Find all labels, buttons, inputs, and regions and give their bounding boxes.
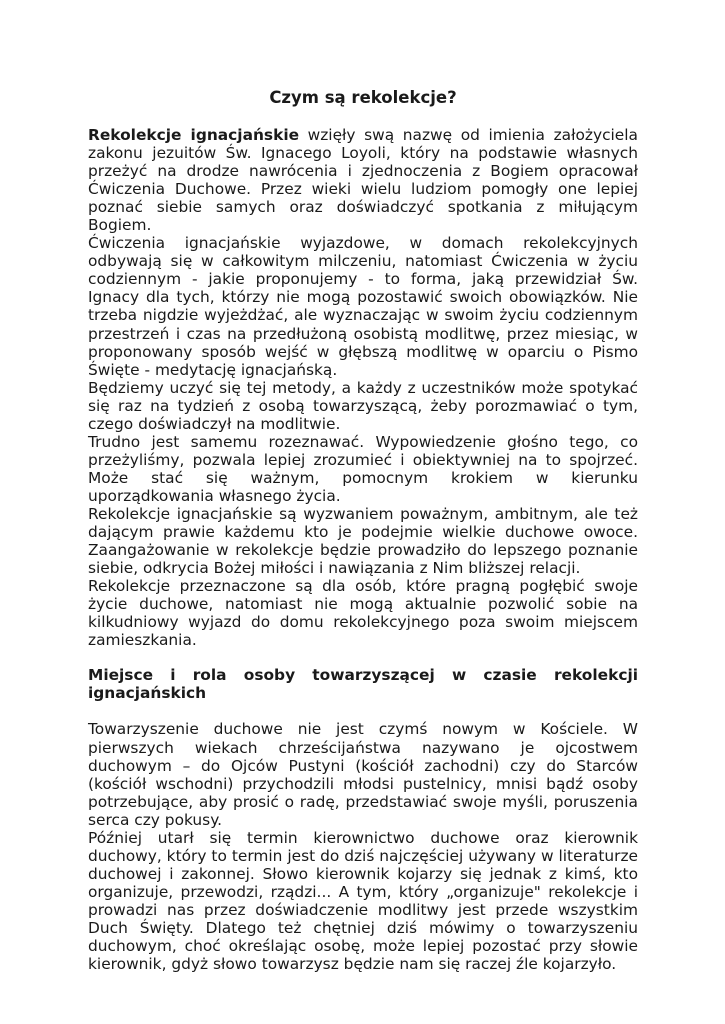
section-heading: Miejsce i rola osoby towarzyszącej w czasie rekolekcji ignacjańskich xyxy=(88,666,638,703)
paragraph-history: Towarzyszenie duchowe nie jest czymś nowym w Kościele. W pierwszych wiekach chrześcijaństwa nazywano je ojcostwem duchowym – do Ojców Pustyni (kościół zachodni) czy do Starców (kościół wschodni) przychodzili młodsi pustelnicy, mnisi bądź osoby potrzebujące, aby prosić o radę, przedstawiać swoje myśli, poruszenia serca czy pokusy. xyxy=(88,720,638,829)
paragraph-intro xyxy=(88,126,638,234)
paragraph-audience: Rekolekcje przeznaczone są dla osób, które pragną pogłębić swoje życie duchowe, natomiast nie mogą aktualnie pozwolić sobie na kilkudniowy wyjazd do domu rekolekcyjnego poza swoim miejscem zamieszkania. xyxy=(88,577,638,650)
paragraph-challenge: Rekolekcje ignacjańskie są wyzwaniem poważnym, ambitnym, ale też dającym prawie każdemu kto je podejmie wielkie duchowe owoce. Zaangażowanie w rekolekcje będzie prowadziło do lepszego poznanie siebie, odkrycia Bożej miłości i nawiązania z Nim bliższej relacji. xyxy=(88,504,638,578)
paragraph-method: Będziemy uczyć się tej metody, a każdy z uczestników może spotykać się raz na tydzień z osobą towarzyszącą, żeby porozmawiać o tym, czego doświadczył na modlitwie. xyxy=(88,378,638,433)
document-page xyxy=(88,88,638,973)
page-title: Czym są rekolekcje? xyxy=(269,88,457,107)
spacer xyxy=(88,702,638,720)
intro-bold-term: Rekolekcje ignacjańskie xyxy=(88,126,300,144)
paragraph-discernment: Trudno jest samemu rozeznawać. Wypowiedzenie głośno tego, co przeżyliśmy, pozwala lepiej zrozumieć i obiektywniej na to spojrzeć. Może stać się ważnym, pomocnym krokiem w kierunku uporządkowania własnego życia. xyxy=(88,432,638,505)
intro-text: wzięły swą nazwę od imienia założyciela zakonu jezuitów Św. Ignacego Loyoli, który na podstawie własnych przeżyć na drodze nawrócenia i zjednoczenia z Bogiem opracował Ćwiczenia Duchowe. Przez wieki wielu ludziom pomogły one lepiej poznać siebie samych oraz doświadczyć spotkania z miłującym Bogiem. xyxy=(88,126,638,235)
paragraph-retreat-forms: Ćwiczenia ignacjańskie wyjazdowe, w domach rekolekcyjnych odbywają się w całkowitym milczeniu, natomiast Ćwiczenia w życiu codziennym - jakie proponujemy - to forma, jaką przewidział Św. Ignacy dla tych, którzy nie mogą pozostawić swoich obowiązków. Nie trzeba nigdzie wyjeżdżać, ale wyznaczając w swoim życiu codziennym przestrzeń i czas na przedłużoną osobistą modlitwę, przez miesiąc, w proponowany sposób wejść w głębszą modlitwę w oparciu o Pismo Święte - medytację ignacjańską. xyxy=(88,234,638,379)
paragraph-terminology: Później utarł się termin kierownictwo duchowe oraz kierownik duchowy, który to termin jest do dziś najczęściej używany w literaturze duchowej i zakonnej. Słowo kierownik kojarzy się jednak z kimś, kto organizuje, przewodzi, rządzi... A tym, który „organizuje" rekolekcje i prowadzi nas przez doświadczenie modlitwy jest przede wszystkim Duch Święty. Dlatego też chętniej dziś mówimy o towarzyszeniu duchowym, choć określając osobę, może lepiej pozostać przy słowie kierownik, gdyż słowo towarzysz będzie nam się raczej źle kojarzyło. xyxy=(88,828,638,974)
